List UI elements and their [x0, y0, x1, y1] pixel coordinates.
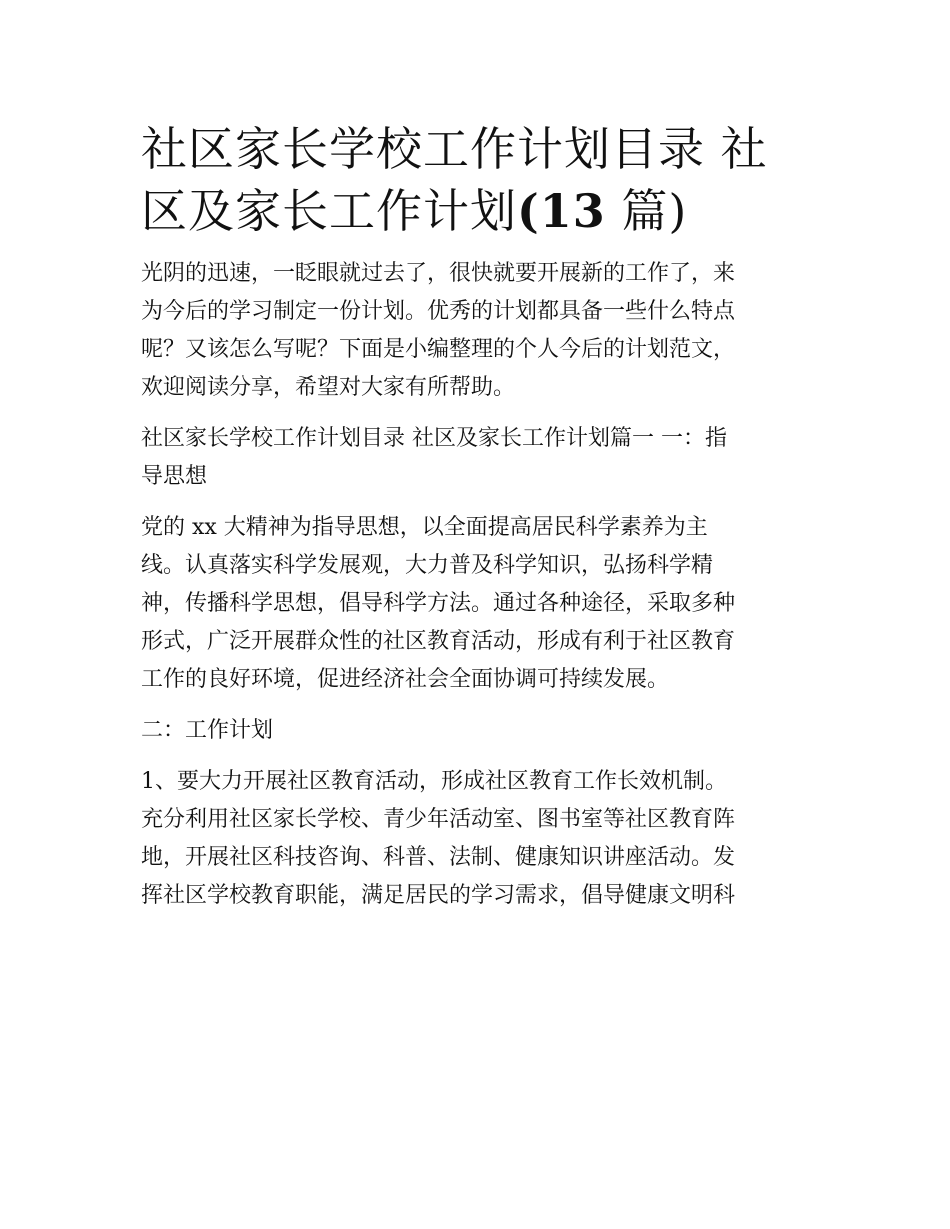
- spacer: [141, 496, 813, 509]
- work-plan-heading: [141, 712, 813, 750]
- title-count: (13: [517, 184, 606, 238]
- spacer: [141, 407, 813, 420]
- title-line-1: 社区家长学校工作计划目录 社: [141, 122, 768, 176]
- guiding-line: 形式，广泛开展群众性的社区教育活动，形成有利于社区教育: [141, 629, 736, 654]
- title-text: 区及家长工作计划: [141, 184, 517, 238]
- section-heading: [141, 420, 813, 496]
- section-heading-line: 社区家长学校工作计划目录 社区及家长工作计划篇一 一：指: [141, 426, 727, 451]
- document-body: [141, 118, 813, 915]
- intro-line: 欢迎阅读分享，希望对大家有所帮助。: [141, 375, 516, 400]
- spacer: [141, 750, 813, 763]
- title-end: 篇): [605, 184, 688, 238]
- spacer: [141, 699, 813, 712]
- section-heading-line: 导思想: [141, 464, 208, 489]
- guiding-line: 工作的良好环境，促进经济社会全面协调可持续发展。: [141, 667, 670, 692]
- document-title: [141, 118, 813, 242]
- guiding-paragraph: [141, 509, 813, 699]
- intro-line: 呢？又该怎么写呢？下面是小编整理的个人今后的计划范文，: [141, 337, 736, 362]
- intro-line: 光阴的迅速，一眨眼就过去了，很快就要开展新的工作了，来: [141, 261, 736, 286]
- intro-line: 为今后的学习制定一份计划。优秀的计划都具备一些什么特点: [141, 299, 736, 324]
- item-1-line: 1、要大力开展社区教育活动，形成社区教育工作长效机制。: [141, 769, 727, 794]
- guiding-line: 神，传播科学思想，倡导科学方法。通过各种途径，采取多种: [141, 591, 736, 616]
- item-1-line: 挥社区学校教育职能，满足居民的学习需求，倡导健康文明科: [141, 883, 736, 908]
- guiding-line: 党的 xx 大精神为指导思想，以全面提高居民科学素养为主: [141, 515, 708, 540]
- spacer: [141, 242, 813, 255]
- work-plan-heading-text: 二：工作计划: [141, 718, 274, 743]
- intro-paragraph: [141, 255, 813, 407]
- guiding-line: 线。认真落实科学发展观，大力普及科学知识，弘扬科学精: [141, 553, 714, 578]
- item-1-line: 地，开展社区科技咨询、科普、法制、健康知识讲座活动。发: [141, 845, 736, 870]
- title-line-2: [141, 180, 813, 242]
- item-1-line: 充分利用社区家长学校、青少年活动室、图书室等社区教育阵: [141, 807, 736, 832]
- item-1-paragraph: [141, 763, 813, 915]
